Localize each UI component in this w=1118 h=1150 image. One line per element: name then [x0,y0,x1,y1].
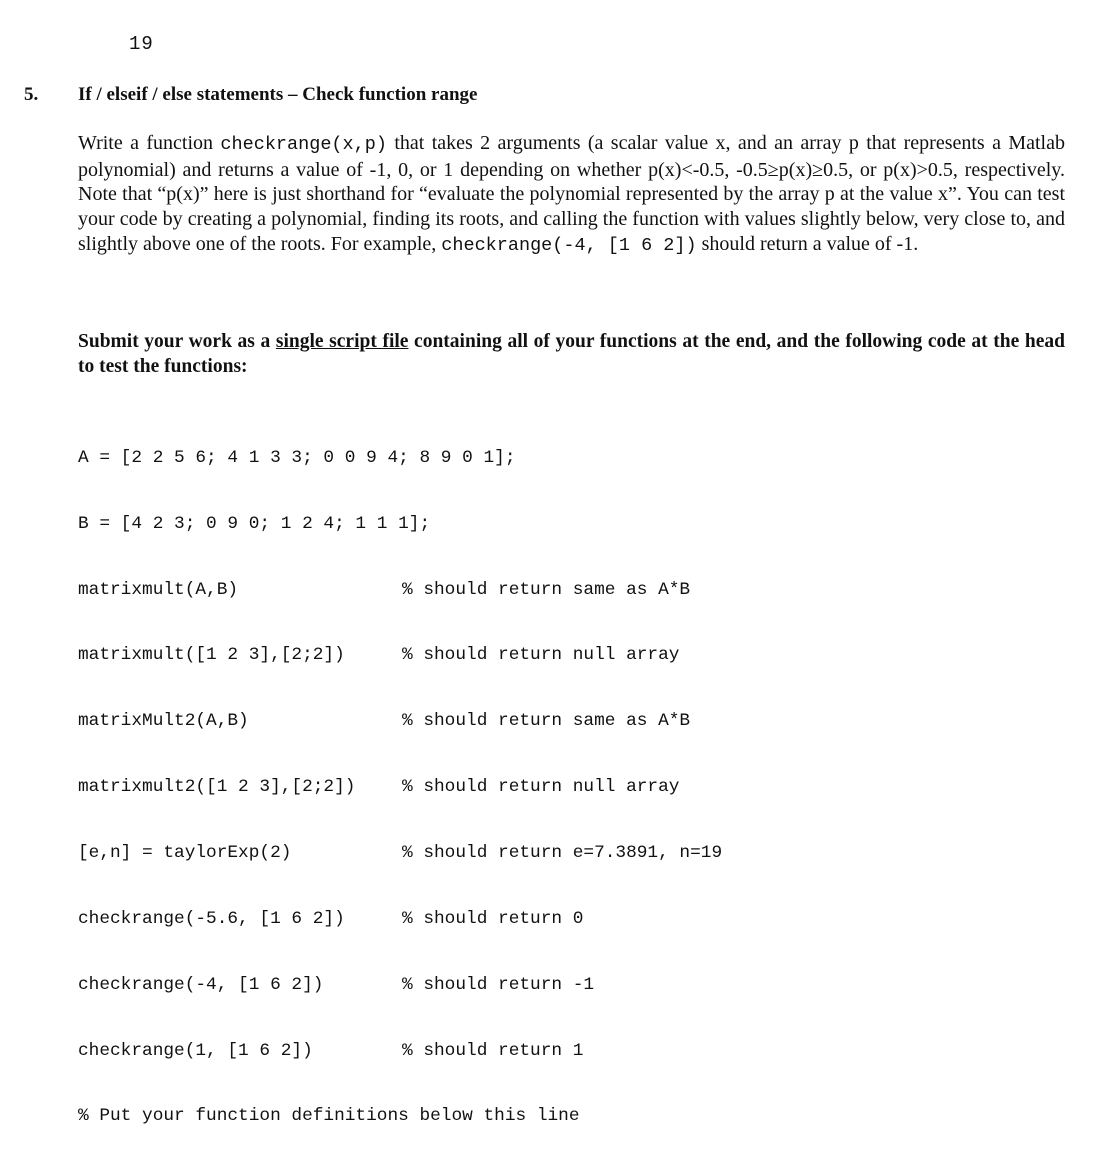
code-line-call [78,777,722,799]
function-signature: checkrange(x,p) [220,134,387,155]
code-statement: matrixMult2(A,B) [78,711,249,732]
code-line-call [78,580,722,602]
code-comment: % should return 1 [402,1040,584,1061]
code-statement: matrixmult2([1 2 3],[2;2]) [78,777,356,798]
code-statement: checkrange(-5.6, [1 6 2]) [78,908,345,929]
submit-text-1: Submit your work as a [78,331,276,352]
code-line-call [78,909,722,931]
code-line-call [78,1041,722,1063]
code-line-matrix-a: A = [2 2 5 6; 4 1 3 3; 0 0 9 4; 8 9 0 1]; [78,447,516,468]
code-line-call [78,711,722,733]
code-comment: % should return null array [402,777,680,798]
submit-text-2: containing all of your functions at the end, and the following code at the head to test the functions: [78,331,1065,377]
code-comment: % should return same as A*B [402,579,691,600]
code-line-call [78,645,722,667]
page-number: 19 [129,33,154,55]
single-script-file-emphasis: single script file [275,331,409,352]
code-comment: % should return -1 [402,974,595,995]
problem-text-1: Write a function [78,132,221,154]
example-call: checkrange(-4, [1 6 2]) [441,234,697,256]
problem-description [78,131,1065,259]
code-statement: [e,n] = taylorExp(2) [78,842,292,863]
problem-text-3: should return a value of -1. [696,232,919,255]
code-line-matrix-b: B = [4 2 3; 0 9 0; 1 2 4; 1 1 1]; [78,513,431,534]
code-statement: checkrange(-4, [1 6 2]) [78,974,324,995]
code-line-call [78,843,722,865]
test-code-block [78,404,722,1150]
code-line-comment: % Put your function definitions below this line [78,1106,580,1127]
code-comment: % should return e=7.3891, n=19 [402,842,723,863]
code-statement: matrixmult(A,B) [78,579,239,600]
code-comment: % should return 0 [402,908,584,929]
code-comment: % should return null array [402,645,680,666]
code-statement: checkrange(1, [1 6 2]) [78,1040,313,1061]
problem-text-2: that takes 2 arguments (a scalar value x, and an array p that represents a Matlab polynomial) and returns a value of -1, 0, or 1 depending on whether p(x)<-0.5, -0.5≥p(x)≥0.5, or p(x)>0.5, respectively. Note that “p(x)” here is just shorthand for “evaluate the polynomial represented by the array p at the value x”. You can test your code by creating a polynomial, finding its roots, and calling the function with values slightly below, very close to, and slightly above one of the roots. For example, [78,132,1065,255]
section-title: If / elseif / else statements – Check function range [78,84,478,105]
code-statement: matrixmult([1 2 3],[2;2]) [78,645,345,666]
code-comment: % should return same as A*B [402,711,691,732]
section-number: 5. [24,84,39,105]
submission-instructions [78,330,1065,379]
code-line-call [78,975,722,997]
